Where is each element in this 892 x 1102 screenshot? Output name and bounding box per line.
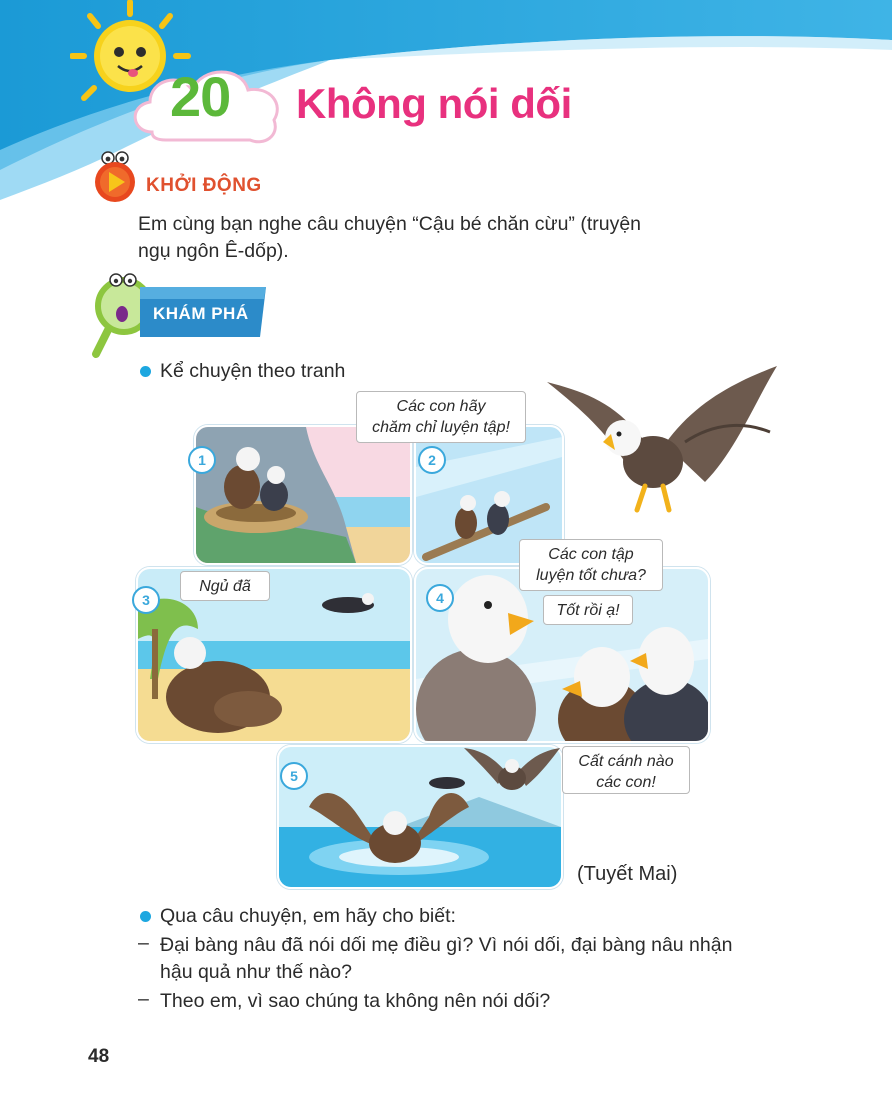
speech-line: Ngủ đã [199, 578, 251, 595]
speech-line: Các con tập [548, 546, 634, 563]
play-icon [90, 150, 142, 202]
speech-bubble-reply [543, 595, 633, 625]
questions-intro: Qua câu chuyện, em hãy cho biết: [160, 905, 456, 927]
lesson-title: Không nói dối [296, 80, 572, 127]
explore-instruction: Kể chuyện theo tranh [160, 360, 346, 382]
speech-bubble-mother [356, 391, 526, 443]
panel-number-1: 1 [188, 446, 216, 474]
mother-eagle-illustration [545, 362, 780, 522]
speech-line: Tốt rồi ạ! [556, 602, 620, 619]
speech-line: Cất cánh nào [578, 753, 674, 770]
panel-number-5: 5 [280, 762, 308, 790]
question-1-line1: Đại bàng nâu đã nói dối mẹ điều gì? Vì nói dối, đại bàng nâu nhận [160, 934, 733, 956]
speech-line: chăm chỉ luyện tập! [372, 419, 510, 436]
panel-number-2: 2 [418, 446, 446, 474]
story-panel-3 [136, 567, 412, 743]
warmup-text-line2: ngụ ngôn Ê-dốp). [138, 240, 289, 262]
panel-number-4: 4 [426, 584, 454, 612]
speech-bubble-question [519, 539, 663, 591]
chapter-number: 20 [170, 65, 231, 128]
question-2: Theo em, vì sao chúng ta không nên nói dối? [160, 990, 551, 1012]
page-number: 48 [88, 1046, 110, 1067]
speech-line: Các con hãy [396, 398, 486, 415]
speech-bubble-sleep [180, 571, 270, 601]
speech-line: các con! [596, 774, 656, 791]
warmup-text-line1: Em cùng bạn nghe câu chuyện “Cậu bé chăn cừu” (truyện [138, 213, 642, 235]
bullet-dot [140, 366, 151, 377]
story-panel-1 [194, 425, 412, 565]
speech-bubble-takeoff [562, 746, 690, 794]
flying-eagle-illustration [462, 742, 562, 804]
story-panel-4 [414, 567, 710, 743]
warmup-heading: KHỞI ĐỘNG [146, 175, 262, 196]
panel-number-3: 3 [132, 586, 160, 614]
dash-marker: – [138, 988, 149, 1010]
bullet-dot [140, 911, 151, 922]
question-1-line2: hậu quả như thế nào? [160, 961, 352, 983]
dash-marker: – [138, 932, 149, 954]
explore-heading: KHÁM PHÁ [153, 304, 249, 323]
speech-line: luyện tốt chưa? [536, 567, 646, 584]
story-source: (Tuyết Mai) [577, 863, 678, 885]
